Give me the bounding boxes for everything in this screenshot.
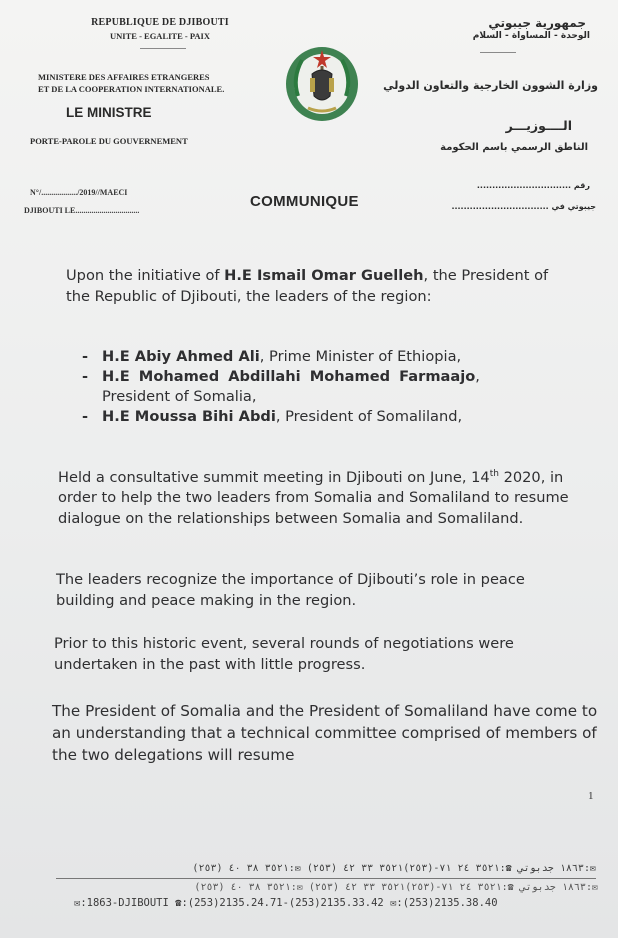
motto-fr: UNITE - EGALITE - PAIX (110, 31, 210, 41)
ministry-fr-line1: MINISTERE DES AFFAIRES ETRANGERES (38, 72, 210, 82)
leader-role: , President of Somalia, (102, 368, 480, 405)
intro-text-1: Upon the initiative of (66, 267, 225, 284)
footer-arabic-contact: ✉:١٨٦٣ جدبوتي ☎:٣٥٢١ ٢٤ ٧١-(٢٥٣)٣٥٢١ ٣٣ ٤٢ (٢٥٣) ✉:٣٥٢١ ٣٨ ٤٠ (٢٥٣) (192, 863, 596, 874)
republic-ar: جمهورية جيبوتي (488, 16, 586, 30)
list-item: - H.E Mohamed Abdillahi Mohamed Farmaajo, President of Somalia, (82, 368, 480, 405)
minister-title-ar: الــــوزيـــر (505, 118, 572, 133)
footer-contact-line: ✉:1863-DJIBOUTI ☎:(253)2135.24.71-(253)2135.33.42 ✉:(253)2135.38.40 (74, 897, 498, 909)
motto-ar: الوحدة - المساواة - السلام (472, 31, 590, 41)
spokesperson-ar: الناطق الرسمي باسم الحكومة (440, 142, 588, 153)
page-number: 1 (588, 790, 594, 802)
minister-title-fr: LE MINISTRE (66, 105, 152, 120)
ministry-fr-line2: ET DE LA COOPERATION INTERNATIONALE. (38, 84, 225, 94)
understanding-paragraph: The President of Somalia and the President of Somaliland have come to an understanding that a technical committee comprised of members of the two delegations will resume (52, 702, 598, 764)
leader-name: H.E Abiy Ahmed Ali (102, 348, 260, 365)
city-date-ar: جيبوتي في ................................ (451, 202, 596, 211)
republic-fr: REPUBLIQUE DE DJIBOUTI (91, 17, 229, 28)
leader-role: , President of Somaliland, (275, 408, 463, 425)
list-item: - H.E Abiy Ahmed Ali, Prime Minister of Ethiopia, (82, 348, 462, 365)
ref-number-fr: N°/................../2019//MAECI (30, 188, 128, 197)
summit-paragraph (58, 464, 580, 529)
prior-paragraph: Prior to this historic event, several rounds of negotiations were undertaken in the past with little progress. (54, 635, 514, 673)
leader-name: H.E Mohamed Abdillahi Mohamed Farmaajo (102, 368, 476, 385)
document-title: COMMUNIQUE (250, 193, 359, 210)
header-divider (140, 48, 186, 49)
leaders-list (82, 347, 542, 427)
list-item: - H.E Moussa Bihi Abdi, President of Somaliland, (82, 408, 463, 425)
header-divider-ar (480, 52, 516, 53)
summit-text-1: Held a consultative summit meeting in Djibouti on June, 14 (58, 468, 490, 486)
djibouti-coat-of-arms-icon (284, 44, 360, 122)
intro-text-2: , the President of the Republic of Djibouti, the leaders of the region: (66, 267, 549, 305)
city-date-fr: DJIBOUTI LE................................ (24, 206, 140, 215)
spokesperson-fr: PORTE-PAROLE DU GOUVERNEMENT (30, 136, 188, 146)
intro-paragraph (66, 266, 566, 307)
footer-arabic-contact-2: ✉:١٨٦٣ جدبوتي ☎:٣٥٢١ ٢٤ ٧١-(٢٥٣)٣٥٢١ ٣٣ ٤٢ (٢٥٣) ✉:٣٥٢١ ٣٨ ٤٠ (٢٥٣) (194, 882, 598, 893)
footer-divider (56, 878, 596, 879)
ministry-ar: وزارة الشوون الخارجية والتعاون الدولي (383, 79, 598, 92)
leader-role: , Prime Minister of Ethiopia, (259, 348, 462, 365)
role-paragraph: The leaders recognize the importance of Djibouti’s role in peace building and peace making in the region. (56, 571, 525, 609)
summit-text-2: 2020, in order to help the two leaders from Somalia and Somaliland to resume dialogue on the relationships between Somalia and Somaliland. (58, 468, 569, 527)
intro-president-name: H.E Ismail Omar Guelleh (224, 267, 424, 284)
summit-date-suffix: th (489, 469, 499, 479)
leader-name: H.E Moussa Bihi Abdi (102, 408, 276, 425)
ref-number-ar: رقم ............................... (476, 181, 590, 190)
